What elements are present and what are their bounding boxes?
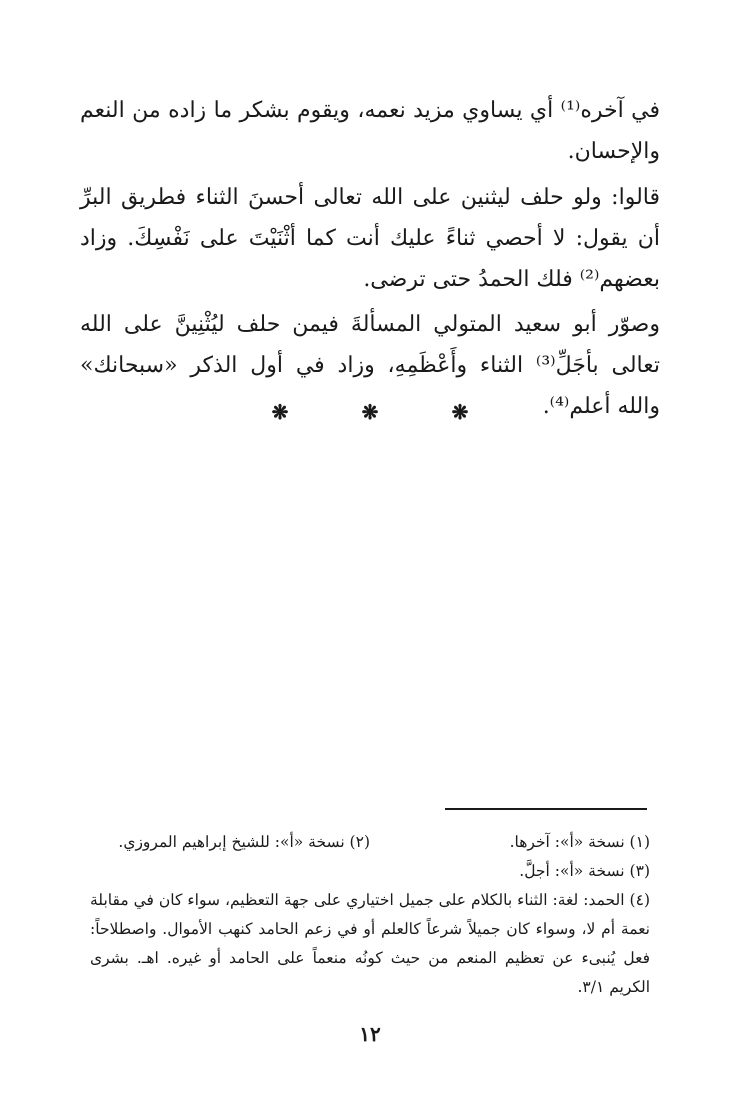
- paragraph-text: قالوا: ولو حلف ليثنين على الله تعالى أحسنَ الثناء فطريق البرِّ أن يقول: لا أحصي ثناءً عليك أنت كما أثْنَيْتَ على نَفْسِكَ. وزاد بعضهم⁽²⁾ فلك الحمدُ حتى ترضى.: [80, 185, 660, 292]
- paragraph-text: في آخره⁽¹⁾ أي يساوي مزيد نعمه، ويقوم بشكر ما زاده من النعم والإحسان.: [80, 98, 660, 164]
- asterisk-ornament-icon: ❋: [361, 400, 379, 424]
- page-number: ١٢: [359, 1022, 381, 1046]
- asterisk-ornament-icon: ❋: [451, 400, 469, 424]
- main-text-paragraph-1: [80, 90, 660, 172]
- main-text-paragraph-2: [80, 177, 660, 300]
- paragraph-text: وصوّر أبو سعيد المتولي المسألةَ فيمن حلف ليُثْنِينَّ على الله تعالى بأجَلِّ⁽³⁾ الثناء وأَعْظَمِهِ، وزاد في أول الذكر «سبحانك» والله أعلم⁽⁴⁾.: [80, 312, 660, 419]
- footnote-4: (٤) الحمد: لغة: الثناء بالكلام على جميل اختياري على جهة التعظيم، سواء كان في مقابلة نعمة أم لا، وسواء كان جميلاً شرعاً كالعلم أو في زعم الحامد كنهب الأموال. واصطلاحاً: فعل يُنبىء عن تعظيم المنعم من حيث كونُه منعماً على الحامد أو غيره. اهـ. بشرى الكريم ٣/١.: [90, 891, 650, 996]
- footnotes: [90, 828, 650, 1002]
- footnote-1: (١) نسخة «أ»: آخرها.: [509, 833, 650, 851]
- footnote-separator-rule: [445, 808, 647, 810]
- footnote-row: [90, 828, 650, 857]
- footnote-3: (٣) نسخة «أ»: أجلَّ.: [519, 862, 650, 880]
- footnote-2: (٢) نسخة «أ»: للشيخ إبراهيم المروزي.: [118, 833, 370, 851]
- asterisk-ornament-icon: ❋: [271, 400, 289, 424]
- footnote-row: [90, 857, 650, 886]
- section-divider-ornaments: [270, 400, 470, 424]
